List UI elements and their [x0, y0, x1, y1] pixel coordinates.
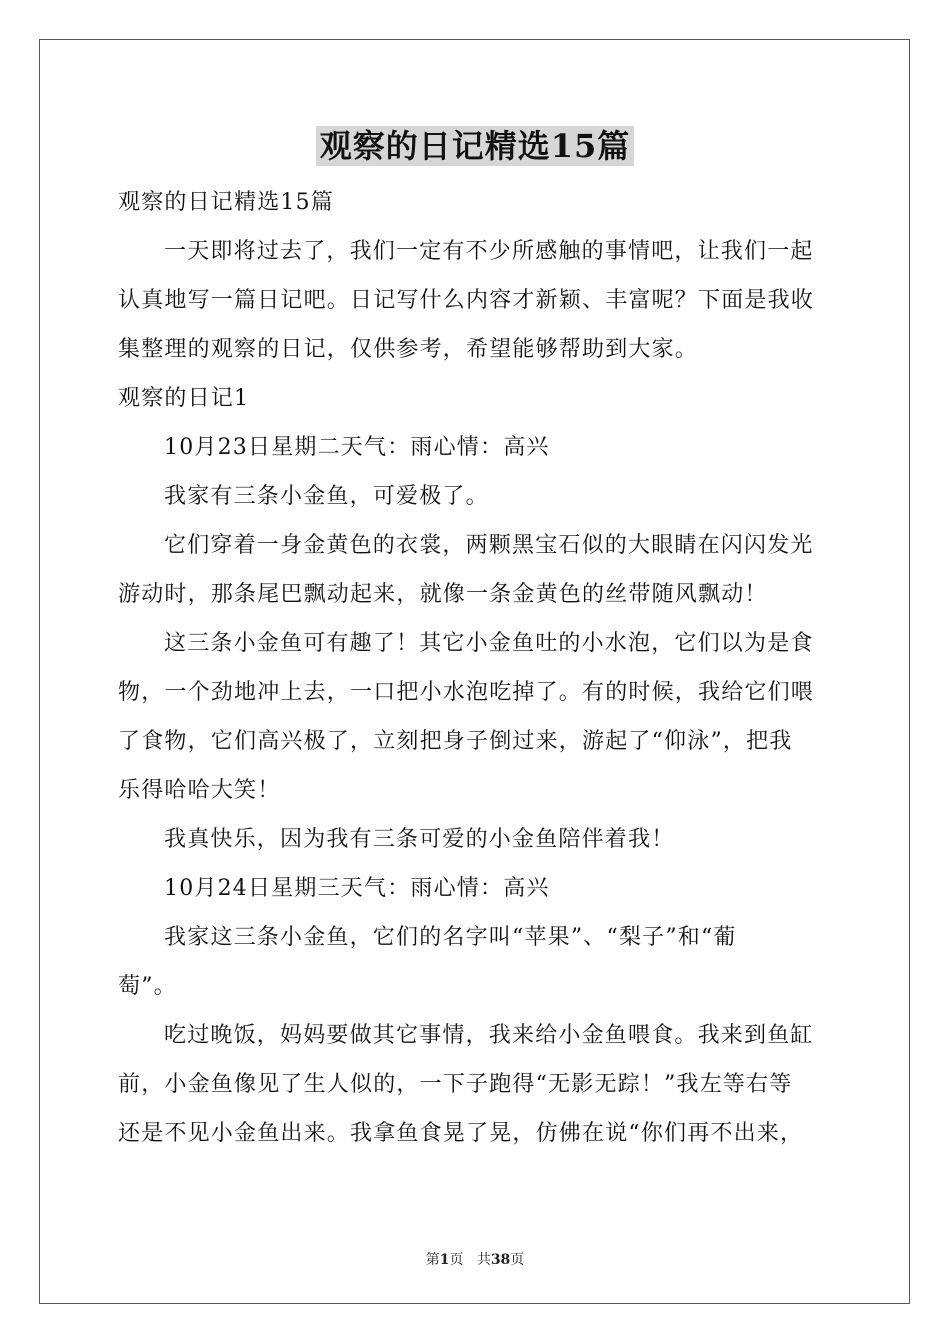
text-line: 观察的日记1	[118, 386, 250, 411]
text-line: 还是不见小金鱼出来。我拿鱼食晃了晃，仿佛在说“你们再不出来，	[118, 1121, 804, 1146]
text-line: 这三条小金鱼可有趣了！其它小金鱼吐的小水泡，它们以为是食	[164, 631, 814, 656]
document-body	[118, 178, 832, 1158]
page-prefix: 第	[425, 1252, 440, 1268]
text-line: 乐得哈哈大笑！	[118, 778, 281, 803]
text-line: 萄”。	[118, 974, 177, 999]
document-title: 观察的日记精选15篇	[316, 126, 635, 166]
text-line: 了食物，它们高兴极了，立刻把身子倒过来，游起了“仰泳”，把我	[118, 729, 793, 754]
total-suffix: 页	[510, 1252, 525, 1268]
page-current: 1	[439, 1252, 450, 1268]
text-line: 集整理的观察的日记，仅供参考，希望能够帮助到大家。	[118, 337, 699, 362]
page-total: 38	[490, 1252, 511, 1268]
text-line: 我家这三条小金鱼，它们的名字叫“苹果”、“梨子”和“葡	[164, 925, 737, 950]
page-footer	[0, 1249, 950, 1269]
text-line: 10月23日星期二天气：雨心情：高兴	[164, 435, 550, 460]
text-line: 认真地写一篇日记吧。日记写什么内容才新颖、丰富呢？下面是我收	[118, 288, 815, 313]
text-line: 观察的日记精选15篇	[118, 190, 334, 215]
text-line: 物，一个劲地冲上去，一口把小水泡吃掉了。有的时候，我给它们喂	[118, 680, 815, 705]
text-line: 我真快乐，因为我有三条可爱的小金鱼陪伴着我！	[164, 827, 675, 852]
text-line: 吃过晚饭，妈妈要做其它事情，我来给小金鱼喂食。我来到鱼缸	[164, 1023, 814, 1048]
page-suffix: 页	[449, 1252, 464, 1268]
text-line: 一天即将过去了，我们一定有不少所感触的事情吧，让我们一起	[164, 239, 814, 264]
total-prefix: 共	[476, 1252, 491, 1268]
text-line: 它们穿着一身金黄色的衣裳，两颗黑宝石似的大眼睛在闪闪发光	[164, 533, 814, 558]
text-line: 我家有三条小金鱼，可爱极了。	[164, 484, 489, 509]
text-line: 游动时，那条尾巴飘动起来，就像一条金黄色的丝带随风飘动！	[118, 582, 768, 607]
text-line: 10月24日星期三天气：雨心情：高兴	[164, 876, 550, 901]
text-line: 前，小金鱼像见了生人似的，一下子跑得“无影无踪！”我左等右等	[118, 1072, 793, 1097]
title-container	[0, 126, 950, 166]
